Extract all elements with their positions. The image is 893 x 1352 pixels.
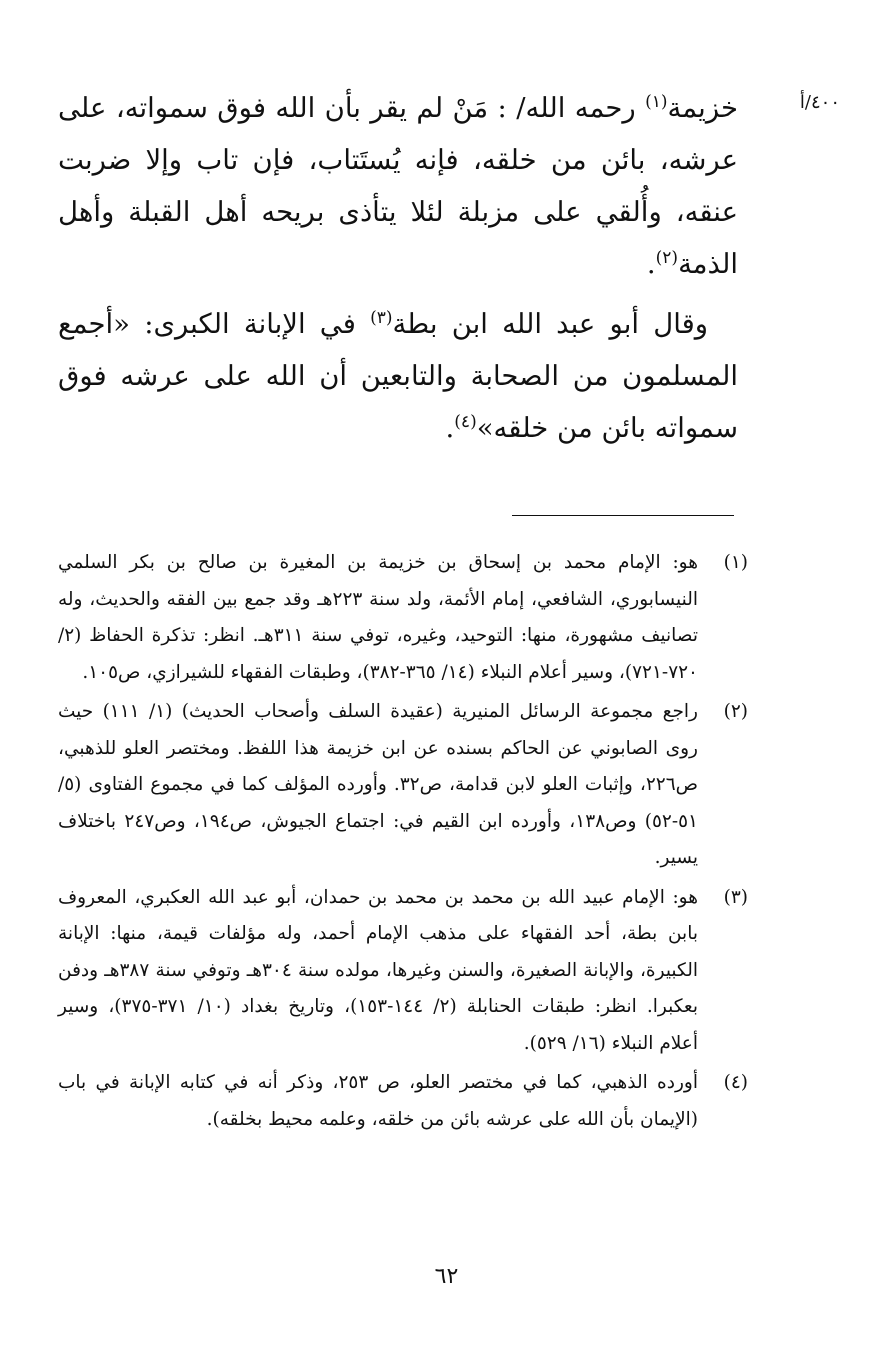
paragraph-text: . [445, 412, 455, 444]
paragraph-text: وقال أبو عبد الله ابن بطة [392, 308, 708, 340]
footnote-item [58, 545, 748, 691]
footnote-reference[interactable]: (٣) [370, 307, 393, 328]
footnote-reference[interactable]: (١) [645, 91, 668, 112]
page-number: ٦٢ [434, 1264, 459, 1289]
footnote-item [58, 694, 748, 877]
footnote-item [58, 1065, 748, 1138]
footnote-text: أورده الذهبي، كما في مختصر العلو، ص ٢٥٣، وذكر أنه في كتابه الإبانة في باب (الإيمان بأن الله على عرشه بائن من خلقه، وعلمه محيط بخلقه). [58, 1072, 698, 1130]
footnote-number: (٣) [723, 886, 748, 908]
main-text [58, 82, 738, 454]
footnotes-section [58, 545, 748, 1141]
footnote-item [58, 880, 748, 1063]
footnote-number: (٢) [723, 701, 748, 722]
paragraph-text: خزيمة [667, 92, 738, 124]
footnote-text: هو: الإمام محمد بن إسحاق بن خزيمة بن المغيرة بن صالح بن بكر السلمي النيسابوري، الشافعي، إمام الأئمة، ولد سنة ٢٢٣هـ وقد جمع بين الفقه والحديث، وله تصانيف مشهورة، منها: التوحيد، وغيره، توفي سنة ٣١١هـ. انظر: تذكرة الحفاظ (٢/ ٧٢٠-٧٢١)، وسير أعلام النبلاء (١٤/ ٣٦٥-٣٨٢)، وطبقات الفقهاء للشيرازي، ص١٠٥. [58, 552, 698, 683]
main-paragraph-2 [58, 298, 738, 454]
footnote-number: (١) [723, 552, 748, 573]
footnote-reference[interactable]: (٢) [655, 247, 679, 268]
footnote-text: هو: الإمام عبيد الله بن محمد بن محمد بن حمدان، أبو عبد الله العكبري، المعروف بابن بطة، أحد الفقهاء على مذهب الإمام أحمد، وله مؤلفات قيمة، منها: الإبانة الكبيرة، والإبانة الصغيرة، والسنن وغيرها، مولده سنة ٣٠٤هـ وتوفي سنة ٣٨٧هـ ودفن بعكبرا. انظر: طبقات الحنابلة (٢/ ١٤٤-١٥٣)، وتاريخ بغداد (١٠/ ٣٧١-٣٧٥)، وسير أعلام النبلاء (١٦/ ٥٢٩). [58, 886, 698, 1054]
manuscript-folio-note: ٤٠٠/أ [799, 92, 840, 113]
paragraph-text: رحمه الله/ : مَنْ لم يقر بأن الله فوق سمواته، على عرشه، بائن من خلقه، فإنه يُستَتاب، فإن تاب وإلا ضربت عنقه، وأُلقي على مزبلة لئلا يتأذى بريحه أهل القبلة وأهل الذمة [58, 92, 738, 280]
footnote-separator [512, 515, 734, 516]
footnote-reference[interactable]: (٤) [454, 411, 477, 432]
footnote-number: (٤) [723, 1072, 748, 1093]
paragraph-text: . [646, 248, 656, 280]
paragraph-text: في الإبانة الكبرى: «أجمع المسلمون من الصحابة والتابعين أن الله على عرشه فوق سمواته بائن من خلقه» [58, 308, 738, 444]
main-paragraph-1 [58, 82, 738, 290]
footnote-text: راجع مجموعة الرسائل المنيرية (عقيدة السلف وأصحاب الحديث) (١/ ١١١) حيث روى الصابوني عن الحاكم بسنده عن ابن خزيمة هذا اللفظ. ومختصر العلو للذهبي، ص٢٢٦، وإثبات العلو لابن قدامة، ص٣٢. وأورده المؤلف كما في مجموع الفتاوى (٥/ ٥١-٥٢) وص١٣٨، وأورده ابن القيم في: اجتماع الجيوش، ص١٩٤، وص٢٤٧ باختلاف يسير. [58, 701, 699, 868]
